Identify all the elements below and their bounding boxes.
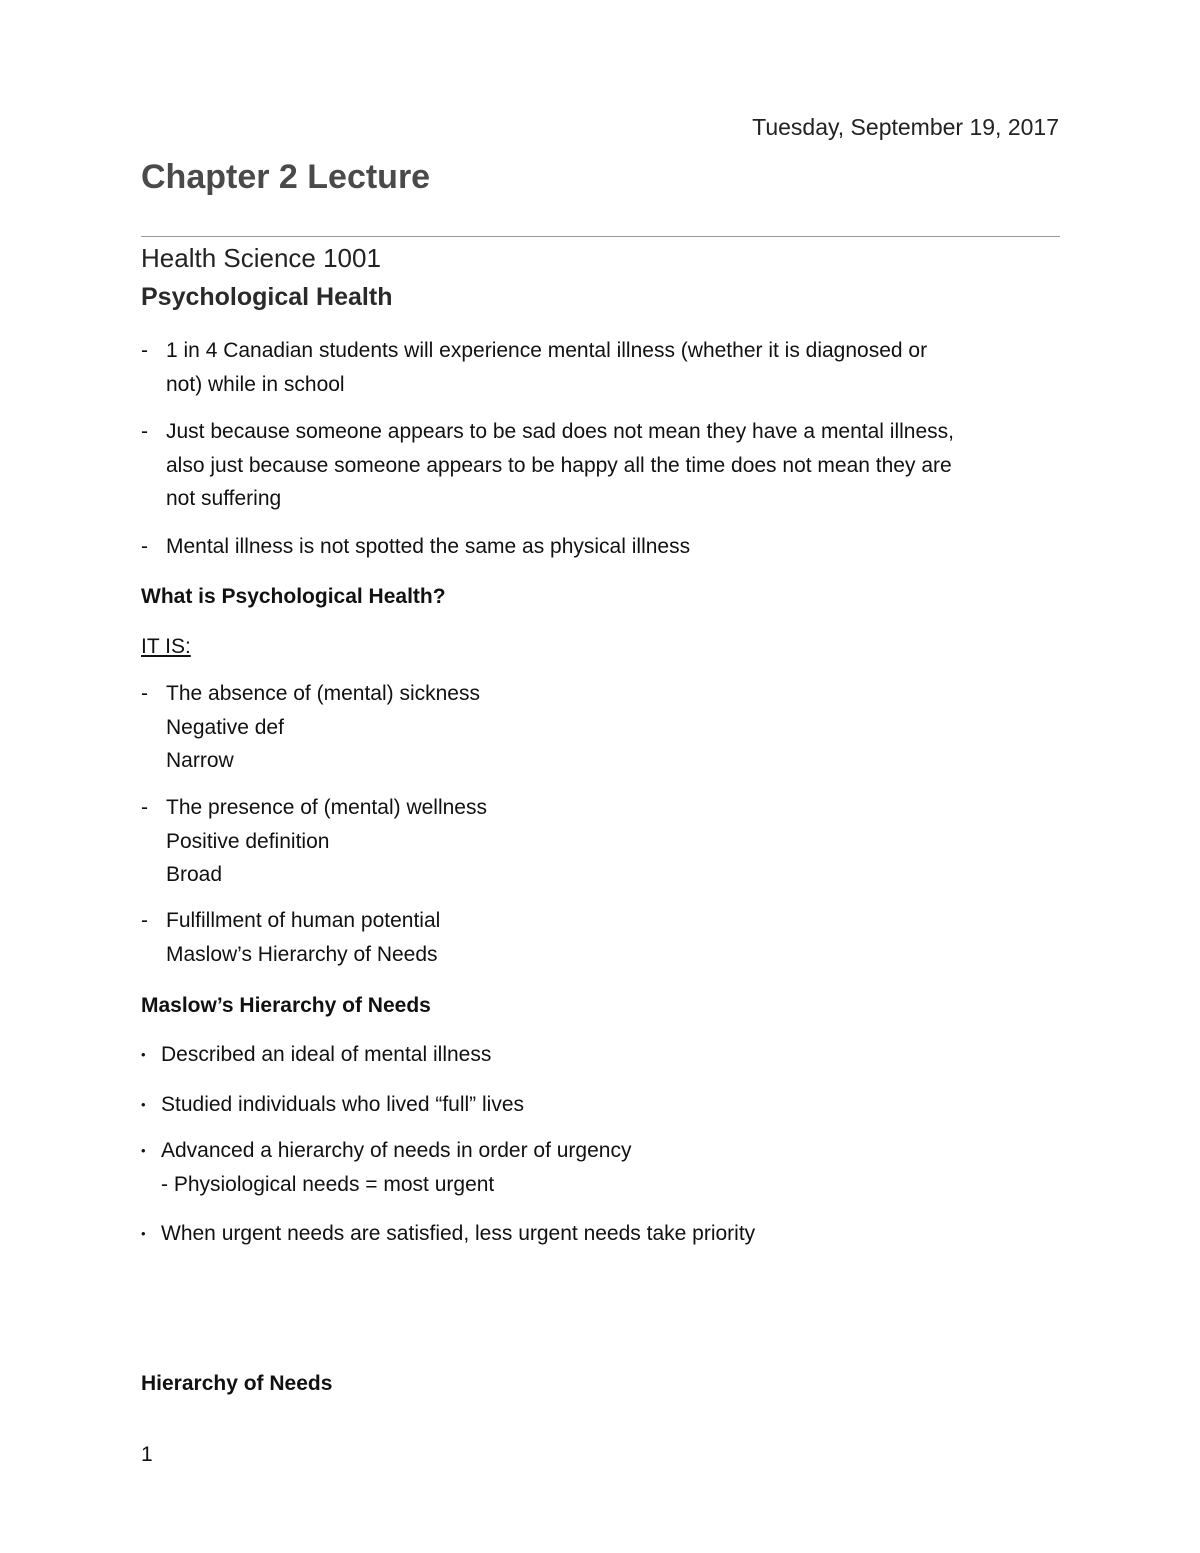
bullet-marker: • [141, 1143, 146, 1158]
section-heading-psychological-health: Psychological Health [141, 283, 393, 311]
list-item-line: Negative def [166, 715, 284, 739]
list-item [141, 415, 1061, 516]
list-item-line: Maslow’s Hierarchy of Needs [166, 942, 438, 966]
list-item [141, 1038, 1061, 1072]
dash-marker: - [141, 796, 148, 819]
list-item [141, 677, 1061, 778]
list-item-line: The presence of (mental) wellness [166, 796, 487, 819]
list-item-line: The absence of (mental) sickness [166, 682, 480, 705]
date-header: Tuesday, September 19, 2017 [752, 114, 1059, 140]
list-item-line: Broad [166, 863, 223, 886]
list-item-line: 1 in 4 Canadian students will experience mental illness (whether it is diagnosed or [166, 339, 928, 362]
section-heading-hierarchy-of-needs: Hierarchy of Needs [141, 1372, 333, 1395]
list-item-line: Just because someone appears to be sad does not mean they have a mental illness, [166, 420, 954, 443]
list-item [141, 530, 1061, 564]
list-item-line: not) while in school [166, 372, 345, 396]
list-item [141, 334, 1061, 401]
list-item-line: Narrow [166, 749, 234, 772]
dash-marker: - [141, 682, 148, 705]
bullet-marker: • [141, 1047, 146, 1062]
list-item [141, 904, 1061, 971]
list-item-line: Advanced a hierarchy of needs in order of urgency [161, 1139, 632, 1162]
list-item-line: - Physiological needs = most urgent [161, 1172, 495, 1196]
course-name: Health Science 1001 [141, 243, 381, 273]
section-heading-maslows-hierarchy: Maslow’s Hierarchy of Needs [141, 994, 431, 1017]
list-item-line: Described an ideal of mental illness [161, 1043, 492, 1066]
list-item [141, 791, 1061, 892]
page-title: Chapter 2 Lecture [141, 158, 431, 196]
bullet-marker: • [141, 1097, 146, 1112]
subheading-it-is: IT IS: [141, 635, 191, 658]
list-item-line: Mental illness is not spotted the same as physical illness [166, 535, 691, 558]
section-heading-what-is-psychological-health: What is Psychological Health? [141, 585, 446, 608]
list-item-line: also just because someone appears to be happy all the time does not mean they are [166, 453, 952, 477]
list-item-line: not suffering [166, 487, 282, 510]
title-divider [141, 236, 1060, 237]
dash-marker: - [141, 909, 148, 932]
list-item-line: When urgent needs are satisfied, less urgent needs take priority [161, 1222, 756, 1245]
page-number: 1 [141, 1443, 153, 1466]
list-item-line: Studied individuals who lived “full” lives [161, 1093, 525, 1116]
dash-marker: - [141, 339, 148, 362]
list-item [141, 1217, 1061, 1251]
list-item [141, 1134, 1061, 1201]
dash-marker: - [141, 420, 148, 443]
bullet-marker: • [141, 1226, 146, 1241]
list-item [141, 1088, 1061, 1122]
dash-marker: - [141, 535, 148, 558]
list-item-line: Fulfillment of human potential [166, 909, 441, 932]
list-item-line: Positive definition [166, 829, 330, 853]
